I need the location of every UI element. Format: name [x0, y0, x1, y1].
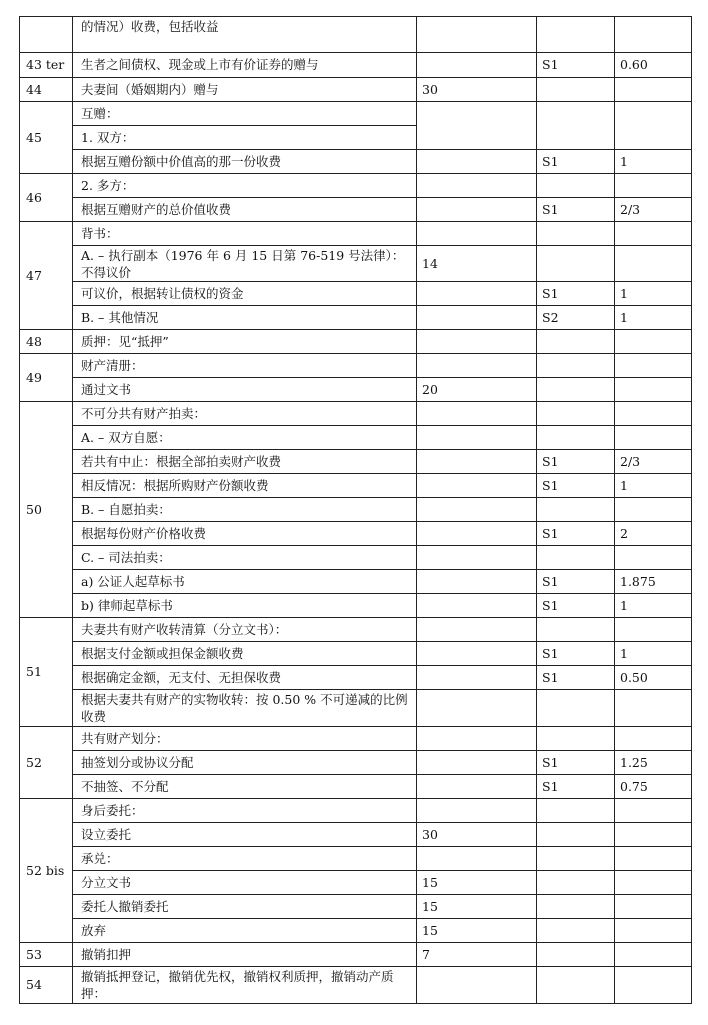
item-number: 49	[20, 354, 73, 402]
table-row	[20, 474, 692, 498]
table-row	[20, 618, 692, 642]
table-row	[20, 594, 692, 618]
rate	[615, 967, 692, 1004]
fixed-fee	[417, 198, 537, 222]
item-number: 45	[20, 102, 73, 174]
table-row	[20, 871, 692, 895]
scale	[537, 847, 615, 871]
table-row	[20, 546, 692, 570]
item-number: 47	[20, 222, 73, 330]
fixed-fee	[417, 751, 537, 775]
scale: S1	[537, 666, 615, 690]
rate: 1	[615, 642, 692, 666]
rate	[615, 102, 692, 150]
table-row	[20, 498, 692, 522]
rate	[615, 618, 692, 642]
item-description: 分立文书	[73, 871, 417, 895]
table-row	[20, 354, 692, 378]
scale	[537, 799, 615, 823]
rate	[615, 378, 692, 402]
scale	[537, 546, 615, 570]
item-description: 1. 双方：	[73, 126, 417, 150]
fixed-fee	[417, 775, 537, 799]
fixed-fee: 15	[417, 895, 537, 919]
rate: 0.75	[615, 775, 692, 799]
fixed-fee	[417, 690, 537, 727]
rate	[615, 943, 692, 967]
rate	[615, 78, 692, 102]
rate: 1	[615, 306, 692, 330]
scale: S1	[537, 282, 615, 306]
item-description: 承兑：	[73, 847, 417, 871]
item-description: 的情况）收费，包括收益	[73, 17, 417, 53]
item-description: a) 公证人起草标书	[73, 570, 417, 594]
item-description: 质押：见“抵押”	[73, 330, 417, 354]
fixed-fee	[417, 402, 537, 426]
table-row	[20, 522, 692, 546]
item-description: 背书：	[73, 222, 417, 246]
scale	[537, 967, 615, 1004]
fee-table	[19, 16, 692, 1004]
fixed-fee	[417, 17, 537, 53]
item-description: 夫妻共有财产收转清算（分立文书）：	[73, 618, 417, 642]
rate: 1.875	[615, 570, 692, 594]
rate	[615, 799, 692, 823]
item-description: 撤销扣押	[73, 943, 417, 967]
fixed-fee	[417, 174, 537, 198]
scale	[537, 17, 615, 53]
table-row	[20, 222, 692, 246]
rate: 2/3	[615, 450, 692, 474]
scale: S2	[537, 306, 615, 330]
fixed-fee	[417, 522, 537, 546]
item-number: 44	[20, 78, 73, 102]
fixed-fee	[417, 498, 537, 522]
scale	[537, 727, 615, 751]
rate	[615, 246, 692, 282]
item-description: 财产清册：	[73, 354, 417, 378]
item-description: 身后委托：	[73, 799, 417, 823]
item-number: 51	[20, 618, 73, 727]
item-description: 生者之间债权、现金或上市有价证券的赠与	[73, 53, 417, 78]
fixed-fee	[417, 847, 537, 871]
table-row	[20, 198, 692, 222]
item-description: 若共有中止：根据全部拍卖财产收费	[73, 450, 417, 474]
scale	[537, 871, 615, 895]
scale	[537, 498, 615, 522]
table-row	[20, 823, 692, 847]
scale: S1	[537, 570, 615, 594]
table-row	[20, 895, 692, 919]
rate	[615, 871, 692, 895]
scale: S1	[537, 198, 615, 222]
rate	[615, 919, 692, 943]
item-description: C. – 司法拍卖：	[73, 546, 417, 570]
scale	[537, 174, 615, 198]
fixed-fee	[417, 53, 537, 78]
item-number: 53	[20, 943, 73, 967]
scale	[537, 426, 615, 450]
fixed-fee	[417, 150, 537, 174]
item-description: 撤销抵押登记，撤销优先权，撤销权利质押，撤销动产质押：	[73, 967, 417, 1004]
scale	[537, 690, 615, 727]
rate	[615, 402, 692, 426]
item-description: 根据互赠财产的总价值收费	[73, 198, 417, 222]
scale: S1	[537, 474, 615, 498]
rate	[615, 847, 692, 871]
fixed-fee	[417, 222, 537, 246]
scale	[537, 618, 615, 642]
fixed-fee: 30	[417, 823, 537, 847]
fixed-fee: 15	[417, 871, 537, 895]
fixed-fee	[417, 642, 537, 666]
scale	[537, 378, 615, 402]
fixed-fee	[417, 546, 537, 570]
scale: S1	[537, 642, 615, 666]
table-row	[20, 102, 692, 126]
item-description: 抽签划分或协议分配	[73, 751, 417, 775]
rate: 1.25	[615, 751, 692, 775]
scale	[537, 823, 615, 847]
item-description: 不抽签、不分配	[73, 775, 417, 799]
scale	[537, 354, 615, 378]
rate	[615, 330, 692, 354]
table-row	[20, 246, 692, 282]
scale	[537, 246, 615, 282]
scale	[537, 78, 615, 102]
rate	[615, 823, 692, 847]
scale: S1	[537, 775, 615, 799]
rate	[615, 222, 692, 246]
table-row	[20, 378, 692, 402]
table-row	[20, 17, 692, 53]
item-description: 通过文书	[73, 378, 417, 402]
item-description: 互赠：	[73, 102, 417, 126]
item-number: 52	[20, 727, 73, 799]
rate: 1	[615, 474, 692, 498]
fixed-fee: 20	[417, 378, 537, 402]
table-row	[20, 150, 692, 174]
table-row	[20, 919, 692, 943]
table-row	[20, 306, 692, 330]
item-description: 设立委托	[73, 823, 417, 847]
table-row	[20, 330, 692, 354]
scale	[537, 330, 615, 354]
fixed-fee: 7	[417, 943, 537, 967]
item-description: A. – 执行副本（1976 年 6 月 15 日第 76-519 号法律）：不得议价	[73, 246, 417, 282]
rate	[615, 426, 692, 450]
rate: 2	[615, 522, 692, 546]
table-row	[20, 450, 692, 474]
scale	[537, 895, 615, 919]
fixed-fee	[417, 666, 537, 690]
item-description: 2. 多方：	[73, 174, 417, 198]
rate: 0.50	[615, 666, 692, 690]
fixed-fee	[417, 618, 537, 642]
item-description: b) 律师起草标书	[73, 594, 417, 618]
item-number: 50	[20, 402, 73, 618]
rate: 2/3	[615, 198, 692, 222]
item-description: 根据确定金额，无支付、无担保收费	[73, 666, 417, 690]
scale	[537, 943, 615, 967]
table-row	[20, 799, 692, 823]
rate	[615, 546, 692, 570]
table-row	[20, 53, 692, 78]
item-description: B. – 自愿拍卖：	[73, 498, 417, 522]
rate: 0.60	[615, 53, 692, 78]
table-row	[20, 282, 692, 306]
scale: S1	[537, 594, 615, 618]
fixed-fee	[417, 474, 537, 498]
scale	[537, 402, 615, 426]
rate: 1	[615, 282, 692, 306]
table-row	[20, 666, 692, 690]
fixed-fee	[417, 450, 537, 474]
table-row	[20, 174, 692, 198]
table-row	[20, 402, 692, 426]
fixed-fee: 30	[417, 78, 537, 102]
fixed-fee	[417, 594, 537, 618]
fixed-fee	[417, 282, 537, 306]
table-row	[20, 943, 692, 967]
item-number: 54	[20, 967, 73, 1004]
fixed-fee	[417, 330, 537, 354]
item-description: 根据支付金额或担保金额收费	[73, 642, 417, 666]
table-row	[20, 78, 692, 102]
table-row	[20, 967, 692, 1004]
scale: S1	[537, 450, 615, 474]
fixed-fee	[417, 426, 537, 450]
fixed-fee	[417, 727, 537, 751]
item-description: 夫妻间（婚姻期内）赠与	[73, 78, 417, 102]
item-number: 43 ter	[20, 53, 73, 78]
table-row	[20, 847, 692, 871]
item-description: 可议价，根据转让债权的资金	[73, 282, 417, 306]
rate: 1	[615, 594, 692, 618]
table-row	[20, 426, 692, 450]
item-description: 共有财产划分：	[73, 727, 417, 751]
item-description: 相反情况：根据所购财产份额收费	[73, 474, 417, 498]
fixed-fee	[417, 306, 537, 330]
fixed-fee	[417, 354, 537, 378]
rate	[615, 727, 692, 751]
scale	[537, 222, 615, 246]
fixed-fee: 15	[417, 919, 537, 943]
fixed-fee	[417, 570, 537, 594]
fixed-fee: 14	[417, 246, 537, 282]
item-description: 根据每份财产价格收费	[73, 522, 417, 546]
table-row	[20, 775, 692, 799]
fixed-fee	[417, 102, 537, 150]
item-number: 48	[20, 330, 73, 354]
table-row	[20, 727, 692, 751]
item-description: A. – 双方自愿：	[73, 426, 417, 450]
scale: S1	[537, 150, 615, 174]
item-description: B. – 其他情况	[73, 306, 417, 330]
table-row	[20, 570, 692, 594]
scale: S1	[537, 522, 615, 546]
table-row	[20, 642, 692, 666]
item-number: 52 bis	[20, 799, 73, 943]
item-description: 根据互赠份额中价值高的那一份收费	[73, 150, 417, 174]
rate: 1	[615, 150, 692, 174]
rate	[615, 354, 692, 378]
item-number	[20, 17, 73, 53]
rate	[615, 690, 692, 727]
fixed-fee	[417, 799, 537, 823]
item-description: 委托人撤销委托	[73, 895, 417, 919]
rate	[615, 17, 692, 53]
item-description: 放弃	[73, 919, 417, 943]
item-description: 根据夫妻共有财产的实物收转：按 0.50 % 不可递减的比例收费	[73, 690, 417, 727]
scale: S1	[537, 751, 615, 775]
rate	[615, 174, 692, 198]
fixed-fee	[417, 967, 537, 1004]
table-row	[20, 751, 692, 775]
rate	[615, 895, 692, 919]
scale	[537, 102, 615, 150]
item-number: 46	[20, 174, 73, 222]
item-description: 不可分共有财产拍卖：	[73, 402, 417, 426]
scale	[537, 919, 615, 943]
rate	[615, 498, 692, 522]
table-row	[20, 690, 692, 727]
scale: S1	[537, 53, 615, 78]
